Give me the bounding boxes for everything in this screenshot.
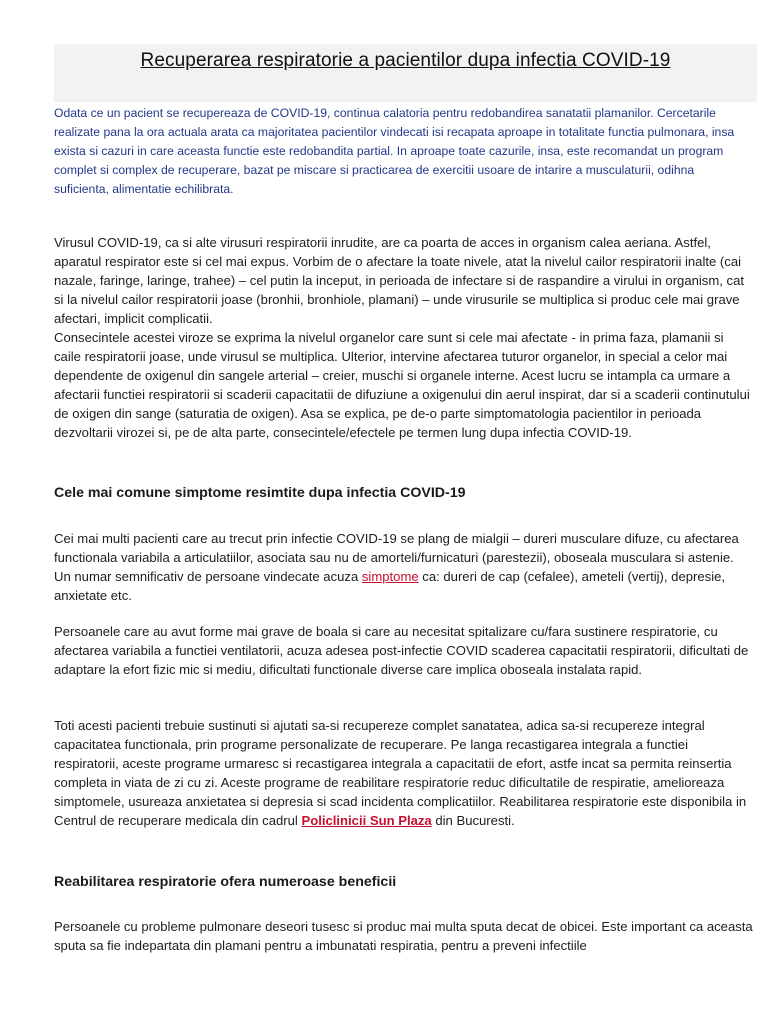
policlinica-sun-plaza-link[interactable]: Policlinicii Sun Plaza xyxy=(301,813,432,828)
heading-benefits: Reabilitarea respiratorie ofera numeroase beneficii xyxy=(54,874,397,890)
title-banner xyxy=(54,44,757,102)
paragraph-sputum: Persoanele cu probleme pulmonare deseori tusesc si produc mai multa sputa decat de obicei. Este important ca aceasta sputa sa fie indepartata din plamani pentru a imbunatati respiratia, pentru a preveni infectiile xyxy=(54,919,753,953)
paragraph-recovery-programs xyxy=(54,716,754,830)
intro-paragraph: Odata ce un pacient se recupereaza de COVID-19, continua calatoria pentru redobandirea sanatatii plamanilor. Cercetarile realizate pana la ora actuala arata ca majoritatea pacientilor vindecati isi recapata aproape in totalitate functia pulmonara, insa exista si cazuri in care aceasta functie este redobandita partial. In aproape toate cazurile, insa, este recomandat un program complet si complex de recuperare, bazat pe miscare si practicarea de exercitii usoare de intarire a musculaturii, odihna suficienta, alimentatie echilibrata. xyxy=(54,106,735,196)
paragraph-recovery-text-after: din Bucuresti. xyxy=(431,813,515,828)
paragraph-symptoms xyxy=(54,529,754,605)
paragraph-symptoms-text-after: ca: dureri de cap (cefalee), ameteli (vertij), depresie, anxietate etc. xyxy=(54,569,726,603)
paragraph-symptoms-text-before: Cei mai multi pacienti care au trecut prin infectie COVID-19 se plang de mialgii – dureri musculare difuze, cu afectarea functionala variabila a articulatiilor, asociata sau nu de amorteli/furnicaturi (parestezii), oboseala musculara si astenie. Un numar semnificativ de persoane vindecate acuza xyxy=(54,531,739,584)
paragraph-consequences: Consecintele acestei viroze se exprima la nivelul organelor care sunt si cele mai afectate - in prima faza, plamanii si caile respiratorii joase, unde virusul se multiplica. Ulterior, intervine afectarea tuturor organelor, in special a celor mai dependente de oxigenul din sangele arterial – creier, muschi si organele interne. Acest lucru se intampla ca urmare a afectarii functiei respiratorii si scaderii capacitatii de difuziune a oxigenului din aerul inspirat, dar si a scaderii continutului de oxigen din sange (saturatia de oxigen). Asa se explica, pe de-o parte simptomatologia pacientilor in perioada dezvoltarii virozei si, pe de alta parte, consecintele/efectele pe termen lung dupa infectia COVID-19. xyxy=(54,330,750,440)
paragraph-severe-forms: Persoanele care au avut forme mai grave de boala si care au necesitat spitalizare cu/fara sustinere respiratorie, cu afectarea variabila a functiei ventilatorii, acuza adesea post-infectie COVID scaderea capacitatii respiratorii, dificultati de adaptare la efort fizic mic si mediu, dificultati functionale diverse care implica oboseala instalata rapid. xyxy=(54,624,749,677)
paragraph-virus-access: Virusul COVID-19, ca si alte virusuri respiratorii inrudite, are ca poarta de acces in organism calea aeriana. Astfel, aparatul respirator este si cel mai expus. Vorbim de o afectare la toate nivele, atat la nivelul cailor respiratorii inalte (cai nazale, faringe, laringe, trahee) – cel putin la inceput, in perioada de infectare si de raspandire a virului in organism, cat si la nivelul cailor respiratorii joase (bronhii, bronhiole, plamani) – unde virusurile se multiplica si produc cele mai grave afectari, implicit complicatii. xyxy=(54,235,745,326)
heading-common-symptoms: Cele mai comune simptome resimtite dupa infectia COVID-19 xyxy=(54,485,466,501)
page-title: Recuperarea respiratorie a pacientilor dupa infectia COVID-19 xyxy=(140,50,671,71)
paragraph-recovery-text-before: Toti acesti pacienti trebuie sustinuti si ajutati sa-si recupereze complet sanatatea, adica sa-si recupereze integral capacitatea functionala, prin programe personalizate de recuperare. Pe langa recastigarea integrala a functiei respiratorii, aceste programe urmaresc si recastigarea integrala a capacitatii de efort, astfe incat sa permita reinsertia completa in viata de zi cu zi. Aceste programe de reabilitare respiratorie reduc dificultatile de respiratie, amelioreaza simptomele, usureaza anxietatea si depresia si scad incidenta complicatiilor. Reabilitarea respiratorie este disponibila in Centrul de recuperare medicala din cadrul xyxy=(54,718,747,828)
simptome-link[interactable]: simptome xyxy=(361,569,419,584)
